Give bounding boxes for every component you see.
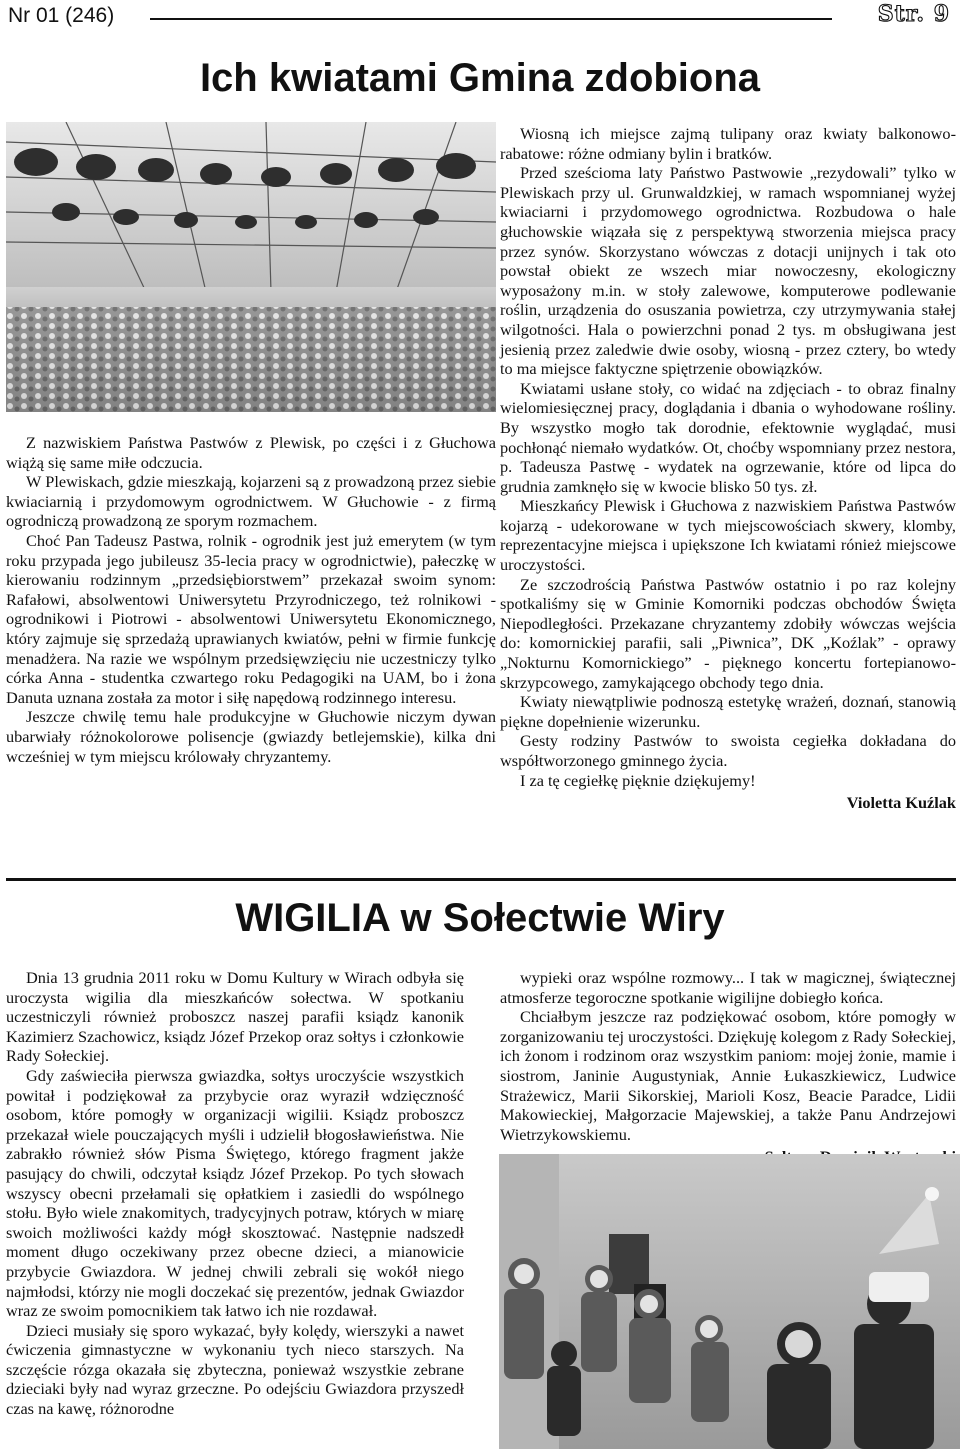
article2-left-column [6,968,464,1419]
greenhouse-image [6,122,496,412]
christmas-eve-photo [499,1154,960,1449]
article1-paragraph: Gesty rodziny Pastwów to swoista cegiełka dokładana do współtworzonego gminnego życia. [500,731,956,770]
article-title-flowers: Ich kwiatami Gmina zdobiona [199,56,761,100]
article1-paragraph: Choć Pan Tadeusz Pastwa, rolnik - ogrodnik jest już emerytem (w tym roku przypada jego jubileusz 35-lecia pracy w ogrodnictwie), pałeczkę w kierowaniu rodzinnym „przedsiębiorstwem” przekazał swoim synom: Rafałowi, absolwentowi Uniwersytetu Przyrodniczego, też rolnikowi - ogrodnikowi i Piotrowi - absolwentowi Uniwersytetu Ekonomicznego, który zajmuje się sprzedażą uprawianych kwiatów, pełni w firmie funkcję menadżera. Na razie we wspólnym przedsięwzięciu nie uczestniczy tylko córka Anna - studentka czwartego roku Pedagogiki na UAM, bo i żona Danuta uznana została za motor i siłę napędową rodzinnego interesu. [6,530,496,707]
page-number: Str. 9 [877,1,950,27]
christmas-eve-image [499,1154,960,1449]
article1-paragraph: Wiosną ich miejsce zajmą tulipany oraz kwiaty balkonowo-rabatowe: różne odmiany bylin i bratków. [500,124,956,163]
title-rest: w Sołectwie Wiry [389,896,725,940]
article1-right-column [500,124,956,813]
article1-paragraph: Kwiaty niewątpliwie podnoszą estetykę wrażeń, doznań, stanowią piękne dopełnienie wizerunku. [500,692,956,731]
article1-paragraph: Jeszcze chwilę temu hale produkcyjne w Głuchowie niczym dywan ubarwiały różnokolorowe polisencje (gwiazdy betlejemskie), kilka dni wcześniej w tym miejscu królowały chryzantemy. [6,707,496,766]
issue-number: Nr 01 (246) [8,4,115,27]
article1-paragraph: Z nazwiskiem Państwa Pastwów z Plewisk, po części i z Głuchowa wiążą się same miłe odczucia. [6,433,496,472]
article1-paragraph: Przed sześcioma laty Państwo Pastwowie „rezydowali” tylko w Plewiskach przy ul. Grunwaldzkiej, w ramach wspomnianej wyżej kwiaciarni i przydomowego ogrodnictwa. Rozbudowa o hale głuchowskie wiązała się z perspektywą stworzenia miejsca pracy przez synów. Skorzystano wówczas z dotacji unijnych i tak oto powstał obiekt ze wszech miar nowoczesny, ekologiczny wyposażony m.in. w stoły zalewowe, komputerowe podlewanie roślin, urządzenia do osuszania powietrza, czy utrzymywania stałej wilgotności. Hala o powierzchni ponad 2 tys. m obsługiwana jest jesienią przez zaledwie dwie osoby, wiosną - przez cztery, bo wtedy to ma miejsce faktyczne spiętrzenie obowiązków. [500,163,956,379]
title-bold-word: WIGILIA [235,896,390,940]
article1-paragraph: Ze szczodrością Państwa Pastwów ostatnio i po raz kolejny spotkaliśmy się w Gminie Komorniki podczas obchodów Święta Niepodległości. Przekazane chryzantemy zdobiły wówczas wejścia do: komornickiej parafii, sali „Piwnica”, DK „Koźlak” - oprawy „Nokturnu Komornickiego” - pięknego koncertu fortepianowo-skrzypcowego, zamykającego obchody tego dnia. [500,574,956,692]
article2-paragraph: Chciałbym jeszcze raz podziękować osobom, które pomogły w zorganizowaniu tej uroczystości. Dziękuję kolegom z Rady Sołeckiej, ich żonom i rodzinom oraz wszystkim paniom: mojej żonie, mamie i siostrom, Janinie Augustyniak, Annie Łukaszkiewicz, Ludwice Strażewicz, Marii Sikorskiej, Marioli Kosz, Beacie Paradce, Lidii Makowieckiej, Małgorzacie Majewskiej, a także Panu Andrzejowi Wietrzykowskiemu. [500,1007,956,1144]
article1-left-column [6,433,496,766]
section-divider [6,878,956,881]
article1-paragraph: W Plewiskach, gdzie mieszkają, kojarzeni są z prowadzoną przez siebie kwiaciarnią i przydomowym ogrodnictwem. W Głuchowie - z firmą ogrodniczą prowadzoną ze sporym rozmachem. [6,472,496,531]
article-title-christmas-eve [0,896,960,941]
article2-paragraph: Dzieci musiały się sporo wykazać, były kolędy, wierszyki a nawet ćwiczenia gimnastyczne w wykonaniu tych nieco starszych. Na szczęście rózga okazała się zbyteczna, ponieważ wszystkie zebrane dzieciaki były nad wyraz grzeczne. Po odejściu Gwiazdora przyszedł czas na kawę, różnorodne [6,1320,464,1419]
header-rule [150,18,832,20]
article1-paragraph: I za tę cegiełkę pięknie dziękujemy! [520,770,756,790]
article2-paragraph: Gdy zaświeciła pierwsza gwiazdka, sołtys uroczyście wszystkich powitał i podziękował za przybycie oraz wyraził wdzięczność osobom, które pomogły w organizacji wigilii. Ksiądz proboszcz przekazał wiele pouczających myśli i udzielił błogosławieństwa. Nie zabrakło również słów Pisma Świętego, którego fragment jakże pasujący do chwili, odczytał ksiądz Józef Przekop. Po tych słowach wszyscy obecni przełamali się opłatkiem i zasiedli do wspólnego stołu. Było wiele znakomitych, tradycyjnych potraw, których w miarę swoich możliwości każdy mógł skosztować. Następnie nadszedł moment długo oczekiwany przez obecne dzieci, a mianowicie przybycie Gwiazdora. W jednej chwili zebrali się wokół niego najmłodsi, którzy nie mogli doczekać się prezentów, jednak Gwiazdor wraz ze swoim pomocnikiem tak łatwo ich nie rozdawał. [6,1065,464,1321]
article2-paragraph: Dnia 13 grudnia 2011 roku w Domu Kultury w Wirach odbyła się uroczysta wigilia dla mieszkańców sołectwa. W spotkaniu uczestniczyli również proboszcz naszej parafii ksiądz kanonik Kazimierz Szachowicz, ksiądz Józef Przekop oraz sołtys i członkowie Rady Sołeckiej. [6,968,464,1066]
article1-paragraph: Kwiatami usłane stoły, co widać na zdjęciach - to obraz finalny wielomiesięcznej pracy, doglądania i dbania o wyhodowane rośliny. By wszystko mogło tak dorodnie, efektownie wyglądać, musi pochłonąć niemało wydatków. Ot, choćby wspomniany przez nestora, p. Tadeusza Pastwę - wydatek na ogrzewanie, które od lipca do grudnia zamknęło się w kwocie blisko 50 tys. zł. [500,378,956,496]
greenhouse-photo [6,122,496,412]
article2-right-column [500,968,956,1167]
article1-paragraph: Mieszkańcy Plewisk i Głuchowa z nazwiskiem Państwa Pastwów kojarzą - udekorowane w tych miejscowościach skwery, klomby, reprezentacyjne miejsca i upiększone Ich kwiatami rónież miejscowe uroczystości. [500,496,956,575]
article2-paragraph: wypieki oraz wspólne rozmowy... I tak w magicznej, świątecznej atmosferze tegoroczne spotkanie wigilijne dobiegło końca. [500,968,956,1007]
article1-signature: Violetta Kuźlak [846,793,956,813]
